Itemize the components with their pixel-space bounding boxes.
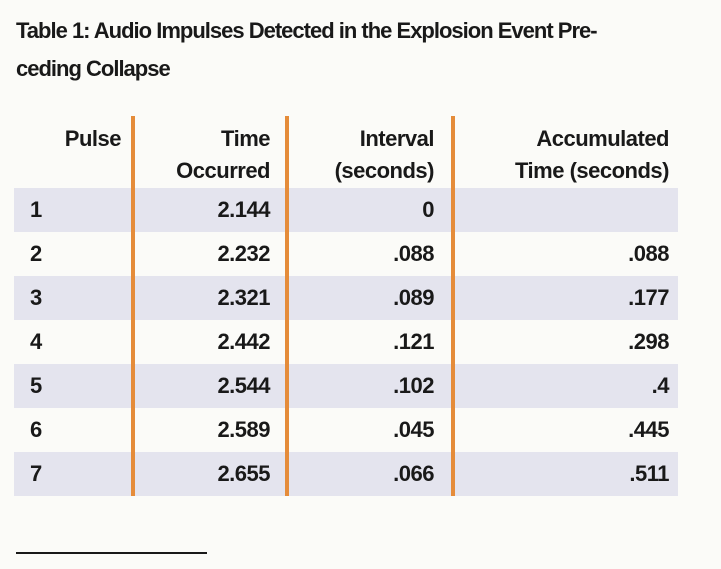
cell-interval: .102 <box>287 364 453 408</box>
cell-pulse: 4 <box>14 320 133 364</box>
table-row <box>14 232 678 276</box>
cell-pulse: 1 <box>14 188 133 232</box>
cell-accumulated-time: .4 <box>453 364 678 408</box>
cell-accumulated-time: .088 <box>628 241 669 266</box>
table-caption-line2: ceding Collapse <box>16 56 170 81</box>
cell-pulse: 2 <box>14 232 133 276</box>
cell-pulse: 5 <box>14 364 133 408</box>
cell-time-occurred: 2.232 <box>133 232 287 276</box>
table-caption-line1: Table 1: Audio Impulses Detected in the Explosion Event Pre- <box>16 18 597 43</box>
cell-accumulated-time: .511 <box>453 452 678 496</box>
cell-pulse: 3 <box>14 276 133 320</box>
header-cell-time-occurred: Time Occurred <box>133 116 287 188</box>
table-row <box>14 408 678 452</box>
table-row <box>14 364 678 408</box>
cell-interval: .121 <box>287 320 453 364</box>
cell-time-occurred: 2.655 <box>133 452 287 496</box>
cell-interval: 0 <box>287 188 453 232</box>
cell-time-occurred: 2.321 <box>133 276 287 320</box>
header-cell-accumulated-time: Accumulated Time (seconds) <box>515 126 669 183</box>
cell-accumulated-time: .445 <box>628 417 669 442</box>
cell-pulse: 6 <box>14 408 133 452</box>
table-row <box>14 452 678 496</box>
footnote-rule <box>16 552 207 554</box>
header-cell-interval: Interval (seconds) <box>287 116 453 188</box>
cell-time-occurred: 2.544 <box>133 364 287 408</box>
cell-time-occurred: 2.589 <box>133 408 287 452</box>
cell-pulse: 7 <box>14 452 133 496</box>
table-row <box>14 188 678 232</box>
table-row <box>14 276 678 320</box>
header-row <box>14 116 678 188</box>
cell-time-occurred: 2.442 <box>133 320 287 364</box>
cell-accumulated-time: .298 <box>628 329 669 354</box>
cell-interval: .089 <box>287 276 453 320</box>
cell-interval: .088 <box>287 232 453 276</box>
table-caption <box>16 12 597 88</box>
table-row <box>14 320 678 364</box>
cell-accumulated-time <box>453 188 678 232</box>
cell-interval: .066 <box>287 452 453 496</box>
header-cell-pulse: Pulse <box>14 116 133 188</box>
cell-accumulated-time: .177 <box>453 276 678 320</box>
cell-interval: .045 <box>287 408 453 452</box>
audio-impulses-table <box>14 116 678 496</box>
cell-time-occurred: 2.144 <box>133 188 287 232</box>
